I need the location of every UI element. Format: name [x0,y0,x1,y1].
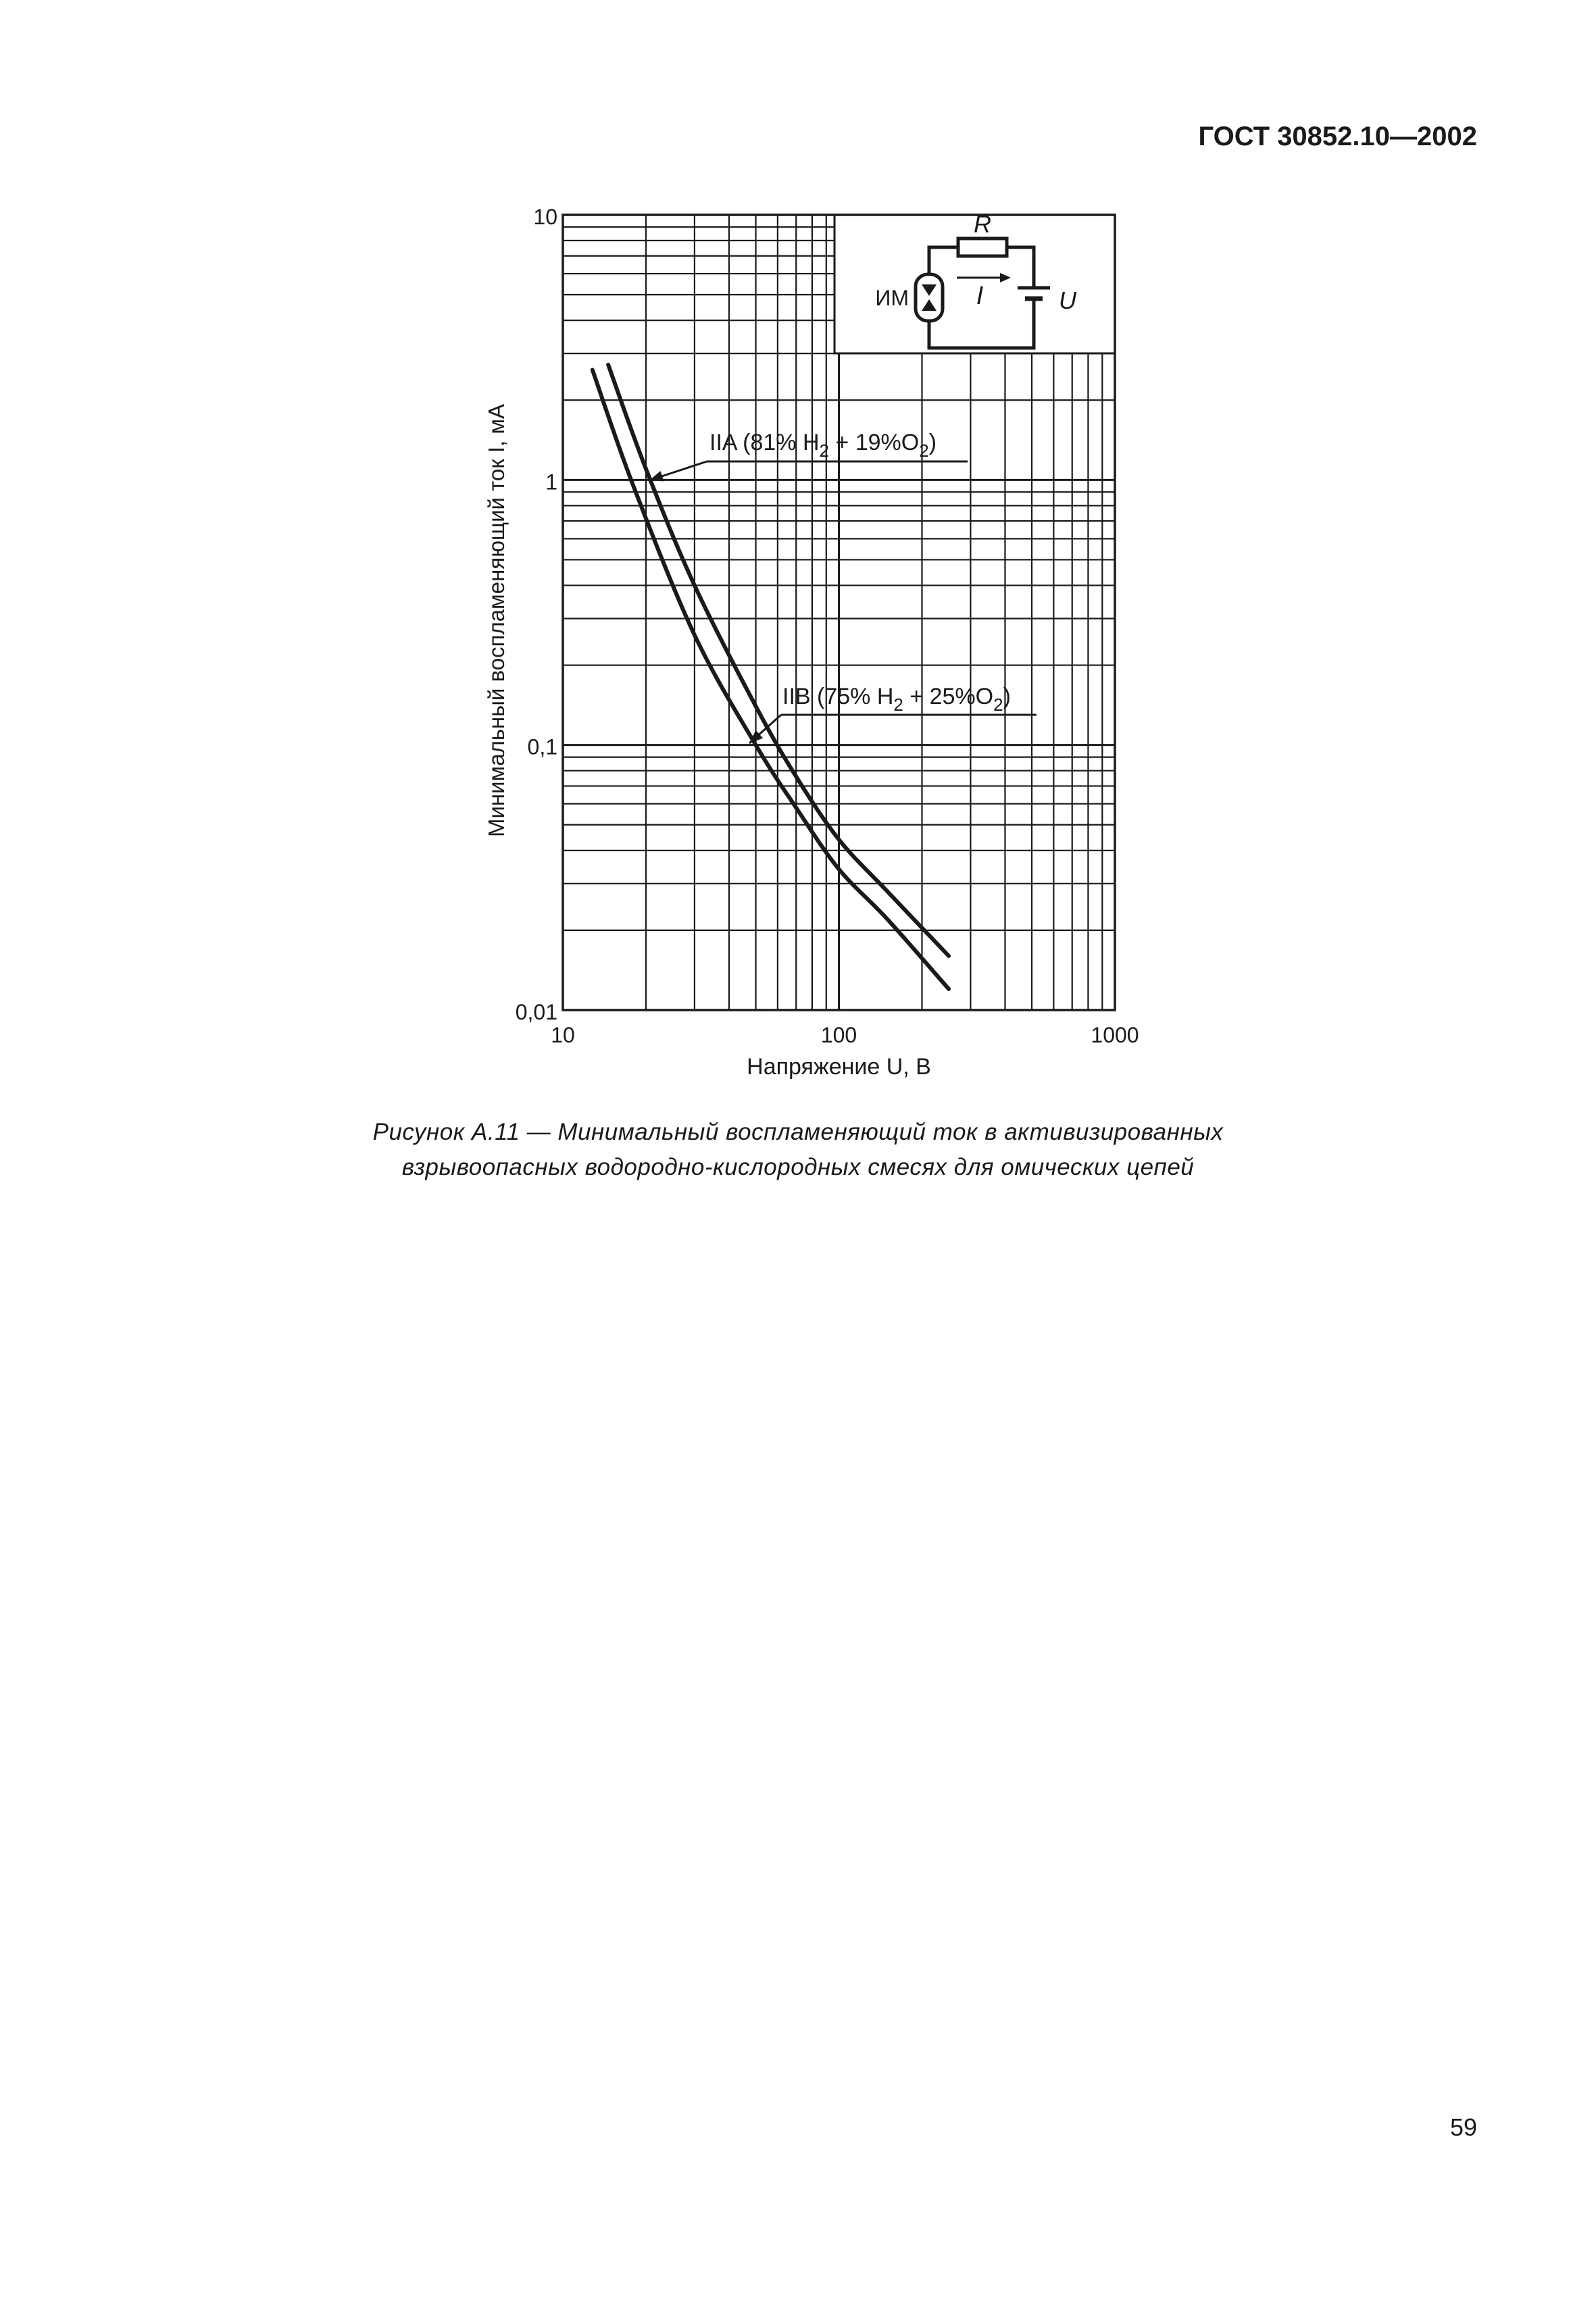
annotation-text-part: + 25%O [903,684,994,709]
figure-caption [0,1115,1596,1185]
x-tick-label: 100 [820,1023,857,1047]
annotation-text-part: 2 [893,695,903,715]
annotation-text-part: 2 [919,441,929,461]
annotation-text-part: ) [928,430,937,455]
y-tick-label: 0,01 [515,1000,557,1024]
resistor-label: R [974,210,991,238]
figure [0,0,1596,1149]
y-tick-label: 10 [533,205,557,229]
annotation-text-part: 2 [819,441,829,461]
annotation-text-part: ) [1003,684,1011,709]
x-tick-label: 1000 [1091,1023,1139,1047]
document-standard-number: ГОСТ 30852.10—2002 [1198,122,1477,151]
voltage-label: U [1059,286,1076,314]
spark-gap-icon [916,274,943,321]
spark-gap-label: ИМ [875,286,909,310]
ignition-current-chart [0,0,1596,1149]
page-number: 59 [1449,2113,1477,2141]
annotation-text-part: 2 [993,695,1003,715]
x-tick-label: 10 [551,1023,575,1047]
circuit-inset [834,210,1115,353]
annotation-text-part: IIA (81% H [709,430,820,455]
resistor-icon [958,238,1007,256]
annotation-text-part: IIB (75% H [782,684,894,709]
caption-line-2: взрывоопасных водородно-кислородных смесях для омических цепей [401,1154,1195,1180]
current-label: I [976,282,984,310]
x-axis-label: Напряжение U, В [747,1054,931,1080]
y-axis-label: Минимальный воспламеняющий ток I, мА [484,403,509,838]
caption-line-1: Рисунок А.11 — Минимальный воспламеняющий ток в активизированных [372,1119,1224,1145]
annotation-text-part: + 19%O [828,430,920,455]
y-tick-label: 1 [545,470,557,495]
y-tick-label: 0,1 [527,734,557,759]
